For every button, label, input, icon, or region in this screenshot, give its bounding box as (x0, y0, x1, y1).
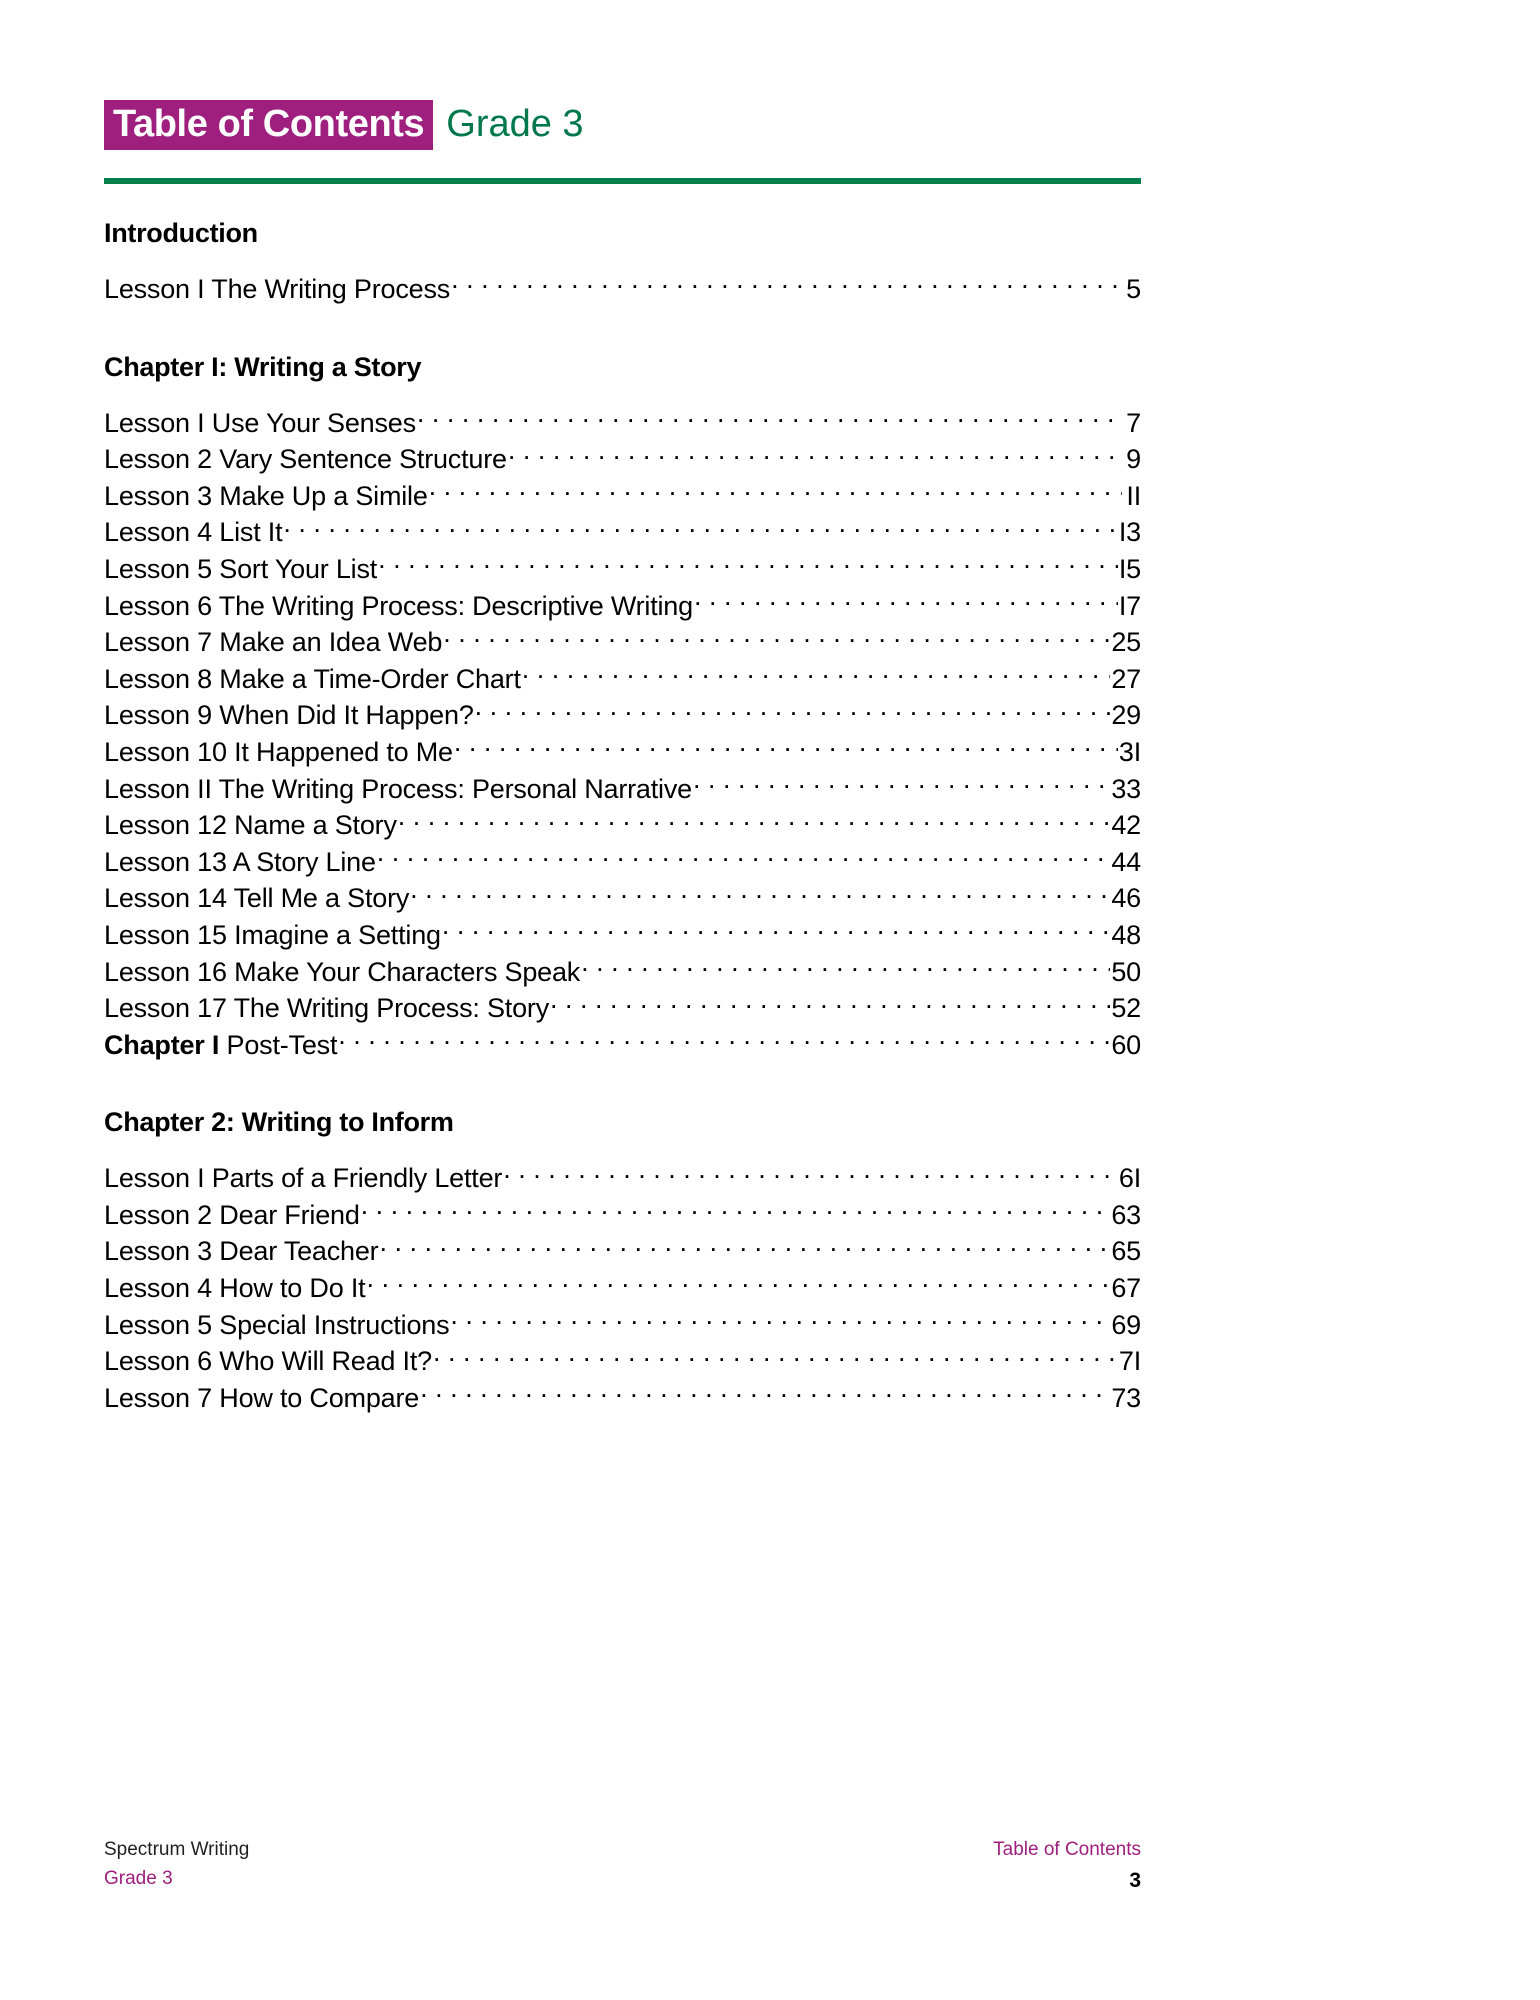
dot-leader (503, 1160, 1118, 1187)
toc-entry-label: Lesson 12 Name a Story (104, 810, 397, 841)
section-heading: Chapter I: Writing a Story (104, 351, 422, 382)
toc-entry-page-number: 73 (1111, 1382, 1141, 1413)
toc-entry-page-number: 7 (1126, 407, 1141, 438)
section-heading: Introduction (104, 218, 258, 248)
toc-entry[interactable] (104, 844, 1141, 881)
dot-leader (581, 954, 1110, 981)
toc-entry-page-number: I5 (1118, 553, 1141, 584)
toc-entry-page-number: 69 (1111, 1309, 1141, 1340)
header-divider-rule (104, 178, 1141, 184)
dot-leader (475, 697, 1111, 724)
toc-entry-label: Lesson 2 Vary Sentence Structure (104, 444, 507, 475)
dot-leader (366, 1270, 1110, 1297)
toc-entry-label: Lesson 4 How to Do It (104, 1273, 366, 1304)
toc-entry-label-bold: Chapter I (104, 1029, 220, 1060)
toc-entry-label: Lesson 3 Dear Teacher (104, 1236, 379, 1267)
toc-entry-label: Lesson 5 Sort Your List (104, 553, 378, 584)
toc-entry-page-number: 29 (1111, 700, 1141, 731)
footer-book-title: Spectrum Writing (104, 1839, 250, 1860)
toc-entry-label: Lesson 5 Special Instructions (104, 1309, 450, 1340)
toc-entry[interactable] (104, 954, 1141, 991)
toc-entry-label: Lesson 2 Dear Friend (104, 1199, 360, 1230)
toc-entry-page-number: 52 (1111, 993, 1141, 1024)
dot-leader (361, 1197, 1111, 1224)
toc-entry[interactable] (104, 1160, 1141, 1197)
footer-page-number: 3 (1129, 1869, 1141, 1892)
dot-leader (417, 405, 1122, 432)
toc-entry[interactable] (104, 1307, 1141, 1344)
dot-leader (398, 807, 1111, 834)
dot-leader (454, 734, 1118, 761)
toc-entry-page-number: 6I (1118, 1163, 1141, 1194)
toc-entry[interactable] (104, 1270, 1141, 1307)
toc-entry-label: Lesson 10 It Happened to Me (104, 736, 453, 767)
toc-entry[interactable] (104, 405, 1141, 442)
toc-entry[interactable] (104, 734, 1141, 771)
toc-entry-page-number: 63 (1111, 1199, 1141, 1230)
dot-leader (451, 271, 1122, 298)
toc-entry[interactable] (104, 478, 1141, 515)
toc-entry-list (104, 271, 1141, 308)
toc-entry-label: Lesson 9 When Did It Happen? (104, 700, 474, 731)
grade-label: Grade 3 (446, 103, 584, 145)
toc-entry[interactable] (104, 441, 1141, 478)
dot-leader (694, 588, 1118, 615)
toc-entry-label: Lesson 14 Tell Me a Story (104, 883, 410, 914)
dot-leader (410, 880, 1110, 907)
page-title-chip: Table of Contents (104, 100, 433, 150)
dot-leader (338, 1027, 1110, 1054)
toc-entry-label: Lesson 6 The Writing Process: Descriptive Writing (104, 590, 693, 621)
toc-entry-label-rest: Post-Test (219, 1029, 338, 1060)
page-header (104, 100, 1141, 158)
dot-leader (450, 1307, 1110, 1334)
footer-grade: Grade 3 (104, 1868, 173, 1889)
dot-leader (443, 624, 1110, 651)
dot-leader (433, 1343, 1118, 1370)
toc-entry[interactable] (104, 697, 1141, 734)
toc-entry-label: Lesson 8 Make a Time-Order Chart (104, 663, 521, 694)
page-footer (104, 1835, 1141, 1895)
toc-entry-label: Lesson I Parts of a Friendly Letter (104, 1163, 503, 1194)
toc-entry-page-number: 5 (1126, 274, 1141, 304)
dot-leader (283, 514, 1117, 541)
toc-entry-label: Lesson 16 Make Your Characters Speak (104, 956, 581, 987)
toc-entry[interactable] (104, 1380, 1141, 1417)
toc-entry[interactable] (104, 661, 1141, 698)
toc-entry-label: Lesson 6 Who Will Read It? (104, 1346, 432, 1377)
toc-entry-label: Lesson II The Writing Process: Personal Narrative (104, 773, 692, 804)
dot-leader (378, 551, 1118, 578)
toc-entry-label: Lesson 15 Imagine a Setting (104, 919, 441, 950)
toc-entry-label: Lesson 17 The Writing Process: Story (104, 993, 550, 1024)
toc-entry-page-number: I3 (1118, 517, 1141, 548)
toc-entry[interactable] (104, 807, 1141, 844)
toc-entry[interactable] (104, 771, 1141, 808)
toc-entry[interactable] (104, 551, 1141, 588)
footer-section-name: Table of Contents (993, 1839, 1141, 1860)
dot-leader (522, 661, 1111, 688)
toc-entry[interactable] (104, 624, 1141, 661)
dot-leader (379, 1233, 1110, 1260)
dot-leader (377, 844, 1111, 871)
toc-entry-page-number: 48 (1111, 919, 1141, 950)
toc-entry-label: Lesson 13 A Story Line (104, 846, 376, 877)
toc-entry[interactable] (104, 1233, 1141, 1270)
toc-entry-list (104, 1160, 1141, 1416)
dot-leader (442, 917, 1111, 944)
toc-entry[interactable] (104, 1197, 1141, 1234)
toc-entry[interactable] (104, 271, 1141, 308)
dot-leader (508, 441, 1122, 468)
toc-entry-page-number: 33 (1111, 773, 1141, 804)
toc-entry-page-number: 42 (1111, 810, 1141, 841)
toc-entry-page-number: 60 (1111, 1029, 1141, 1060)
toc-entry-label: Lesson I The Writing Process (104, 274, 451, 304)
page-content (104, 100, 1141, 1416)
toc-entry-page-number: 3I (1118, 736, 1141, 767)
toc-entry-page-number: 67 (1111, 1273, 1141, 1304)
toc-entry-page-number: 25 (1111, 627, 1141, 658)
toc-entry-label (104, 1027, 337, 1064)
toc-entry-label: Lesson 7 Make an Idea Web (104, 627, 443, 658)
toc-entry-list (104, 405, 1141, 1064)
toc-entry-label: Lesson I Use Your Senses (104, 407, 416, 438)
dot-leader (550, 990, 1110, 1017)
toc-entry[interactable] (104, 917, 1141, 954)
toc-entry-page-number: 9 (1126, 444, 1141, 475)
sections-container (104, 218, 1141, 1416)
toc-entry[interactable] (104, 588, 1141, 625)
toc-entry[interactable] (104, 990, 1141, 1027)
toc-entry-page-number: I7 (1118, 590, 1141, 621)
toc-entry-page-number: 46 (1111, 883, 1141, 914)
dot-leader (693, 771, 1110, 798)
dot-leader (420, 1380, 1110, 1407)
toc-entry-page-number: 65 (1111, 1236, 1141, 1267)
toc-entry-label: Lesson 4 List It (104, 517, 283, 548)
toc-entry[interactable] (104, 1027, 1141, 1064)
toc-entry[interactable] (104, 880, 1141, 917)
toc-entry-page-number: 7I (1118, 1346, 1141, 1377)
toc-entry-page-number: II (1126, 480, 1141, 511)
toc-entry-label: Lesson 7 How to Compare (104, 1382, 420, 1413)
toc-entry[interactable] (104, 1343, 1141, 1380)
toc-entry-page-number: 44 (1111, 846, 1141, 877)
toc-entry-label: Lesson 3 Make Up a Simile (104, 480, 428, 511)
toc-entry-page-number: 27 (1111, 663, 1141, 694)
dot-leader (429, 478, 1122, 505)
toc-entry[interactable] (104, 514, 1141, 551)
toc-entry-page-number: 50 (1111, 956, 1141, 987)
section-heading: Chapter 2: Writing to Inform (104, 1107, 454, 1138)
